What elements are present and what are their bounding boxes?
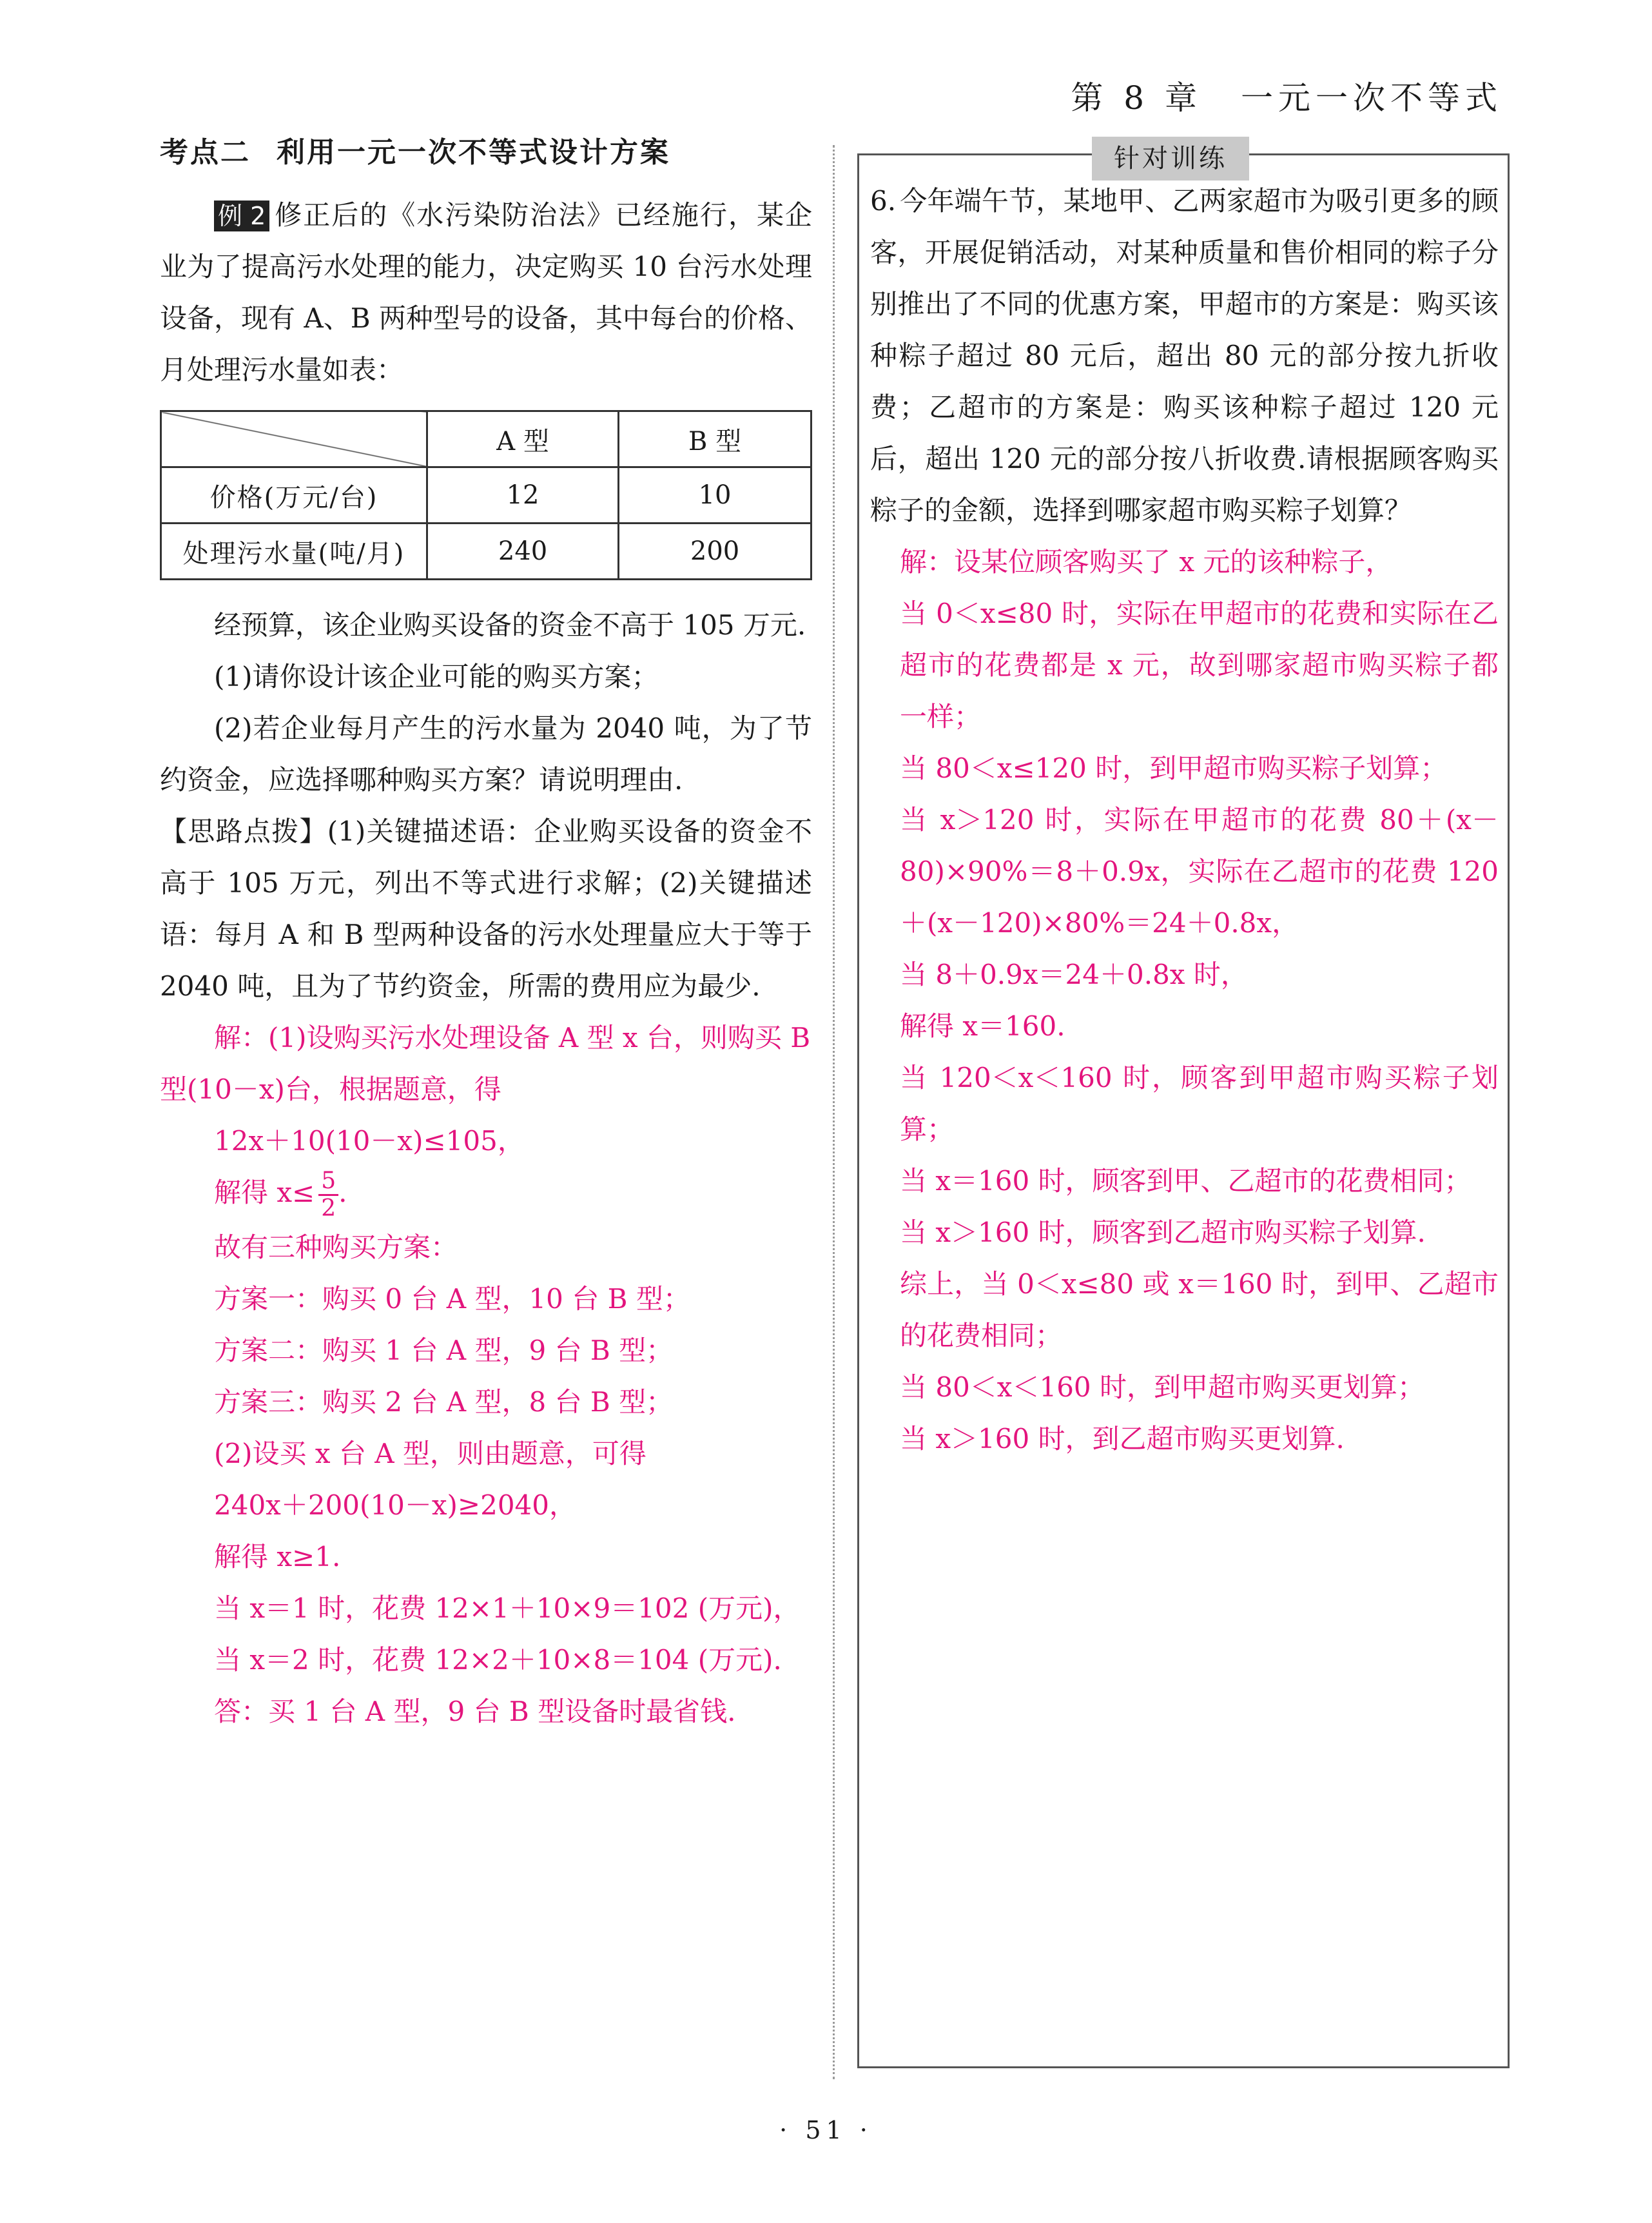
hint (160, 806, 812, 1012)
table-cell: 240 (427, 524, 619, 580)
table-header-row (161, 411, 811, 467)
answer-line: 解得 x＝160. (900, 1010, 1065, 1042)
question-1: (1)请你设计该企业可能的购买方案； (214, 661, 659, 692)
table-cell: 200 (619, 524, 811, 580)
question-2: (2)若企业每月产生的污水量为 2040 吨，为了节约资金，应选择哪种购买方案？请说明理由. (160, 712, 812, 796)
question-text: 今年端午节，某地甲、乙两家超市为吸引更多的顾客，开展促销活动，对某种质量和售价相同的粽子分别推出了不同的优惠方案，甲超市的方案是：购买该种粽子超过 80 元后，超出 80 元的部分按九折收费；乙超市的方案是：购买该种粽子超过 120 元后，超出 120 元的部分按八折收费.请根据顾客购买粽子的金额，选择到哪家超市购买粽子划算？ (870, 185, 1499, 526)
solution-line: 故有三种购买方案： (214, 1231, 458, 1263)
table-corner-cell (161, 411, 427, 467)
solution-line: 解得 x≥1. (214, 1540, 341, 1572)
table-col-header: A 型 (427, 411, 619, 467)
column-divider (833, 145, 835, 2079)
example-2 (160, 190, 812, 396)
solution-line: 当 x＝2 时，花费 12×2＋10×8＝104 (万元). (214, 1643, 782, 1676)
answer-line: 当 80＜x≤120 时，到甲超市购买粽子划算； (900, 752, 1448, 784)
solution-line: 解：(1)设购买污水处理设备 A 型 x 台，则购买 B 型(10－x)台，根据题意，得 (160, 1022, 811, 1105)
section-heading: 利用一元一次不等式设计方案 (277, 136, 670, 169)
section-title (160, 129, 812, 170)
budget-text: 经预算，该企业购买设备的资金不高于 105 万元. (214, 609, 806, 641)
right-column (870, 175, 1499, 1465)
answer-line: 当 8＋0.9x＝24＋0.8x 时， (900, 959, 1248, 990)
table-cell: 12 (427, 467, 619, 524)
answer-line: 当 x＞120 时，实际在甲超市的花费 80＋(x－80)×90%＝8＋0.9x，实际在乙超市的花费 120＋(x－120)×80%＝24＋0.8x， (900, 804, 1499, 939)
chapter-title: 一元一次不等式 (1241, 79, 1502, 117)
answer-line: 综上，当 0＜x≤80 或 x＝160 时，到甲、乙超市的花费相同； (900, 1268, 1499, 1351)
section-label: 考点二 (160, 136, 251, 169)
solution (160, 1012, 812, 1738)
solution-line: 方案二：购买 1 台 A 型，9 台 B 型； (214, 1334, 674, 1366)
answer-line: 解：设某位顾客购买了 x 元的该种粽子， (900, 546, 1393, 578)
table-row-label: 处理污水量(吨/月) (161, 524, 427, 580)
fraction-denominator: 2 (321, 1195, 336, 1222)
left-column (160, 129, 812, 1738)
fraction (318, 1168, 338, 1222)
answer-line: 当 120＜x＜160 时，顾客到甲超市购买粽子划算； (900, 1062, 1499, 1145)
equipment-table (160, 410, 812, 580)
solution-line: 12x＋10(10－x)≤105， (214, 1125, 525, 1157)
chapter-header (1071, 72, 1502, 119)
solution-prefix: 解得 x≤ (214, 1177, 315, 1208)
solution-line: (2)设买 x 台 A 型，则由题意，可得 (214, 1437, 646, 1469)
answer-line: 当 80＜x＜160 时，到甲超市购买更划算； (900, 1371, 1424, 1403)
example-tag: 例 2 (214, 201, 269, 231)
solution-line: 答：买 1 台 A 型，9 台 B 型设备时最省钱. (214, 1695, 736, 1727)
page-number: · 51 · (779, 2116, 873, 2144)
answer (870, 536, 1499, 1465)
fraction-numerator: 5 (318, 1168, 338, 1196)
question-number: 6. (870, 185, 897, 217)
solution-suffix: . (338, 1177, 347, 1208)
table-row-label: 价格(万元/台) (161, 467, 427, 524)
table-row (161, 467, 811, 524)
answer-line: 当 0＜x≤80 时，实际在甲超市的花费和实际在乙超市的花费都是 x 元，故到哪家超市购买粽子都一样； (900, 598, 1499, 732)
hint-label: 【思路点拨】 (160, 816, 327, 847)
example-text: 修正后的《水污染防治法》已经施行，某企业为了提高污水处理的能力，决定购买 10 台污水处理设备，现有 A、B 两种型号的设备，其中每台的价格、月处理污水量如表： (160, 199, 812, 386)
table-row (161, 524, 811, 580)
practice-tag: 针对训练 (1092, 137, 1249, 181)
solution-line-fraction (160, 1167, 812, 1222)
answer-line: 当 x＞160 时，到乙超市购买更划算. (900, 1423, 1345, 1454)
solution-line: 方案三：购买 2 台 A 型，8 台 B 型； (214, 1386, 674, 1418)
chapter-number: 第 8 章 (1071, 79, 1202, 117)
solution-line: 当 x＝1 时，花费 12×1＋10×9＝102 (万元)， (214, 1592, 801, 1624)
answer-line: 当 x＝160 时，顾客到甲、乙超市的花费相同； (900, 1165, 1472, 1197)
solution-line: 240x＋200(10－x)≥2040， (214, 1489, 576, 1521)
question-6 (870, 175, 1499, 536)
hint-text: (1)关键描述语：企业购买设备的资金不高于 105 万元，列出不等式进行求解；(2)关键描述语：每月 A 和 B 型两种设备的污水处理量应大于等于 2040 吨，且为了节约资金，所需的费用应为最少. (160, 816, 812, 1002)
answer-line: 当 x＞160 时，顾客到乙超市购买粽子划算. (900, 1217, 1426, 1248)
table-cell: 10 (619, 467, 811, 524)
solution-line: 方案一：购买 0 台 A 型，10 台 B 型； (214, 1282, 690, 1315)
table-col-header: B 型 (619, 411, 811, 467)
